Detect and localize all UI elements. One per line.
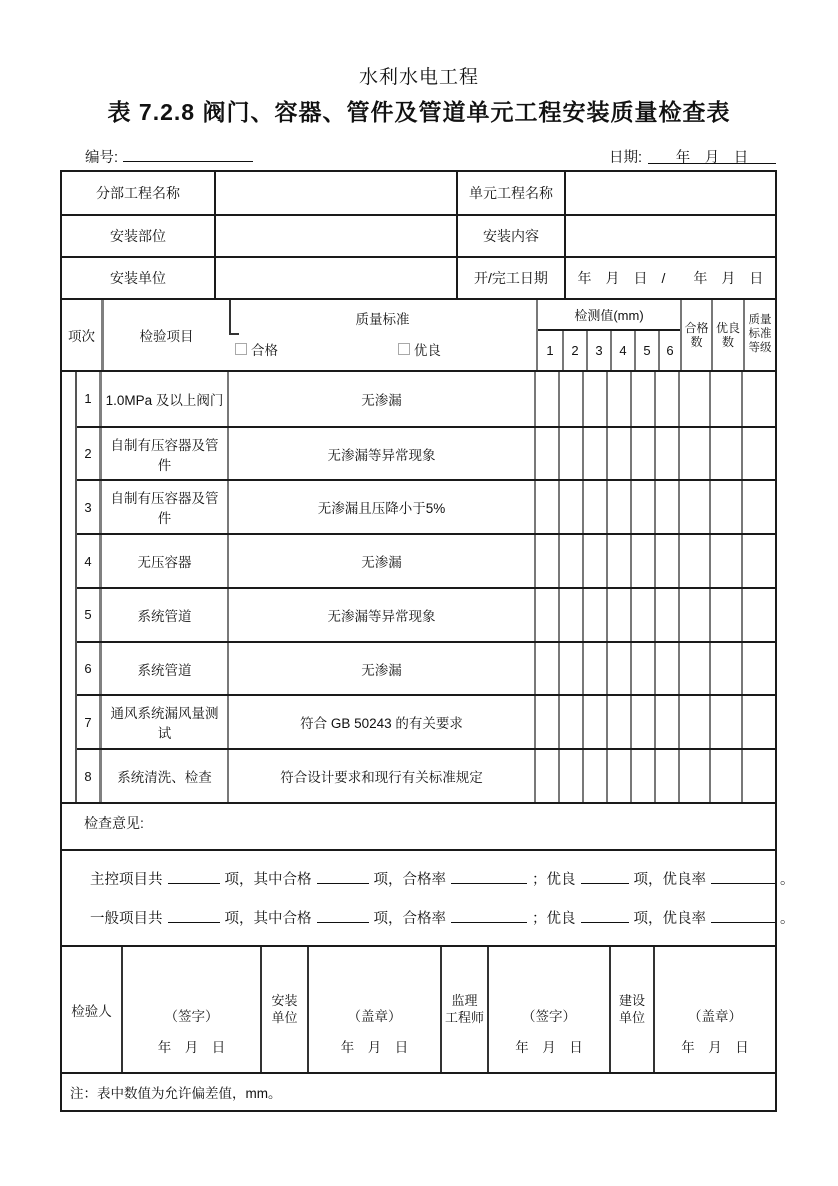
inspection-table [60, 170, 795, 1112]
info-label-install-unit: 安装单位 [110, 270, 166, 286]
row-standard: 符合设计要求和现行有关标准规定 [227, 750, 534, 802]
measured-cell[interactable] [558, 428, 582, 480]
measured-cell[interactable] [582, 535, 606, 587]
info-value-install-location[interactable] [214, 216, 456, 256]
table-row [77, 694, 775, 748]
signature-section [62, 945, 775, 1072]
table-row [77, 372, 775, 426]
summary-text: 项，其中合格 [224, 910, 312, 927]
header-quality-grade: 质量标准等级 [743, 300, 775, 370]
row-standard: 无渗漏等异常现象 [227, 428, 534, 480]
info-row-3 [62, 256, 775, 298]
table-row [77, 748, 775, 802]
excellent-checkbox-icon[interactable] [398, 343, 410, 355]
measured-cell[interactable] [630, 372, 654, 426]
info-value-start-finish-date[interactable]: 年 月 日 / 年 月 日 [564, 258, 775, 298]
summary-text: 一般项目共 [90, 910, 163, 927]
measured-cell[interactable] [534, 696, 558, 748]
pass-count-cell[interactable] [678, 589, 709, 641]
row-item: 系统管道 [99, 589, 227, 641]
serial-blank-field[interactable] [123, 146, 253, 162]
pass-count-cell[interactable] [678, 428, 709, 480]
measured-cell[interactable] [654, 428, 678, 480]
install-unit-label [260, 947, 307, 1072]
measured-cell[interactable] [606, 372, 630, 426]
info-value-division-project[interactable] [214, 172, 456, 214]
blank-field[interactable] [581, 869, 629, 884]
row-no: 5 [84, 607, 92, 623]
blank-field[interactable] [711, 908, 775, 923]
sign-word: （签字） [164, 1009, 219, 1024]
row-standard: 无渗漏且压降小于5% [227, 481, 534, 533]
sign-date: 年 月 日 [515, 1040, 583, 1055]
date-blank-field[interactable]: 年 月 日 [648, 146, 776, 164]
date-row [609, 146, 776, 167]
measured-cell[interactable] [582, 643, 606, 695]
excellent-count-cell[interactable] [709, 750, 741, 802]
summary-text: 。 [780, 910, 795, 927]
unit-label-line: 单位 [271, 1009, 298, 1025]
measured-cell[interactable] [582, 589, 606, 641]
measured-cell[interactable] [606, 589, 630, 641]
row-standard: 无渗漏 [227, 372, 534, 426]
pass-checkbox-icon[interactable] [235, 343, 247, 355]
excellent-count-cell[interactable] [709, 481, 741, 533]
install-unit-stamp-cell[interactable] [307, 947, 440, 1072]
measured-cell[interactable] [630, 428, 654, 480]
measured-cell[interactable] [630, 589, 654, 641]
summary-text: 项，合格率 [373, 872, 446, 889]
sign-word: （签字） [522, 1009, 576, 1024]
measured-cell[interactable] [582, 428, 606, 480]
info-value-install-unit[interactable] [214, 258, 456, 298]
pass-count-cell[interactable] [678, 535, 709, 587]
unit-label-line: 工程师 [444, 1009, 484, 1025]
measured-cell[interactable] [558, 535, 582, 587]
quality-standard-title: 质量标准 [355, 312, 410, 327]
info-label-start-finish-date: 开/完工日期 [456, 258, 564, 298]
measured-cell[interactable] [654, 589, 678, 641]
row-no: 3 [84, 499, 92, 515]
unit-label-line: 建设 [618, 992, 645, 1008]
row-no: 2 [84, 446, 92, 462]
row-item: 系统管道 [99, 643, 227, 695]
measured-cell[interactable] [558, 372, 582, 426]
excellent-count-cell[interactable] [709, 428, 741, 480]
measured-cell[interactable] [534, 589, 558, 641]
grade-cell[interactable] [741, 696, 775, 748]
stamp-word: （盖章） [347, 1009, 402, 1024]
note-text: 注：表中数值为允许偏差值，mm。 [70, 1086, 282, 1101]
measured-cell[interactable] [654, 372, 678, 426]
grade-cell[interactable] [741, 643, 775, 695]
measured-cell[interactable] [630, 696, 654, 748]
grade-cell[interactable] [741, 589, 775, 641]
measured-values-title: 检测值(mm) [538, 300, 680, 331]
supervisor-label [440, 947, 487, 1072]
blank-field[interactable] [581, 908, 629, 923]
pass-count-cell[interactable] [678, 481, 709, 533]
row-no: 7 [84, 714, 92, 730]
summary-section [62, 849, 795, 945]
measured-cell[interactable] [558, 750, 582, 802]
measured-cell[interactable] [534, 372, 558, 426]
table-header [62, 298, 775, 370]
header-excellent-count: 优良数 [711, 300, 743, 370]
measured-cell[interactable] [582, 481, 606, 533]
summary-text: ；优良 [532, 872, 576, 889]
blank-field[interactable] [317, 869, 369, 884]
measured-cell[interactable] [534, 481, 558, 533]
info-label-division-project: 分部工程名称 [96, 185, 180, 201]
row-standard: 无渗漏 [227, 643, 534, 695]
grade-cell[interactable] [741, 750, 775, 802]
data-section [62, 370, 775, 802]
info-value-install-content[interactable] [564, 216, 775, 256]
measured-cell[interactable] [582, 750, 606, 802]
measured-cell[interactable] [630, 643, 654, 695]
row-item: 自制有压容器及管件 [99, 428, 227, 480]
blank-field[interactable] [168, 908, 220, 923]
row-item: 自制有压容器及管件 [99, 481, 227, 533]
excellent-option [398, 339, 441, 359]
row-no: 8 [84, 768, 92, 784]
summary-text: 主控项目共 [90, 872, 163, 889]
row-standard: 符合 GB 50243 的有关要求 [227, 696, 534, 748]
row-standard: 无渗漏等异常现象 [227, 589, 534, 641]
measured-cell[interactable] [606, 428, 630, 480]
opinion-label: 检查意见: [84, 815, 144, 831]
measured-cell[interactable] [654, 696, 678, 748]
measured-cell[interactable] [558, 643, 582, 695]
excellent-count-cell[interactable] [709, 643, 741, 695]
table-row [77, 479, 775, 533]
measured-cell[interactable] [606, 643, 630, 695]
sign-date: 年 月 日 [157, 1040, 226, 1055]
measured-cell[interactable] [630, 750, 654, 802]
table-row [77, 533, 775, 587]
pass-count-cell[interactable] [678, 372, 709, 426]
measured-cell[interactable] [654, 481, 678, 533]
measured-cell[interactable] [534, 750, 558, 802]
info-value-unit-project[interactable] [564, 172, 775, 214]
measured-col-3: 3 [586, 331, 610, 370]
measured-value-columns [538, 331, 680, 370]
opinion-row[interactable] [62, 802, 775, 849]
summary-text: 项，优良率 [633, 872, 706, 889]
measured-cell[interactable] [558, 696, 582, 748]
info-row-1 [62, 172, 775, 214]
row-no: 6 [84, 661, 92, 677]
header-pass-count: 合格数 [680, 300, 711, 370]
inspector-label: 检验人 [71, 1003, 112, 1019]
summary-text: 项，其中合格 [224, 872, 312, 889]
blank-field[interactable] [168, 869, 220, 884]
data-rows [77, 372, 775, 802]
grade-cell[interactable] [741, 428, 775, 480]
measured-cell[interactable] [606, 535, 630, 587]
blank-field[interactable] [317, 908, 369, 923]
blank-field[interactable] [711, 869, 775, 884]
excellent-count-cell[interactable] [709, 589, 741, 641]
summary-text: 。 [780, 872, 795, 889]
stamp-date: 年 月 日 [340, 1040, 409, 1055]
measured-cell[interactable] [606, 696, 630, 748]
measured-col-6: 6 [658, 331, 680, 370]
grade-cell[interactable] [741, 481, 775, 533]
header-quality-standard [229, 300, 536, 370]
inspector-sign-cell[interactable] [121, 947, 260, 1072]
unit-label-line: 监理 [451, 992, 478, 1008]
unit-label-line: 安装 [271, 992, 298, 1008]
measured-cell[interactable] [534, 535, 558, 587]
measured-col-1: 1 [546, 343, 554, 358]
info-label-install-content: 安装内容 [456, 216, 564, 256]
date-label: 日期: [608, 150, 642, 166]
construction-unit-stamp-cell[interactable] [653, 947, 775, 1072]
stamp-date: 年 月 日 [681, 1040, 749, 1055]
blank-field[interactable] [451, 908, 527, 923]
measured-cell[interactable] [558, 589, 582, 641]
summary-line-main [90, 868, 795, 889]
pass-count-cell[interactable] [678, 750, 709, 802]
measured-cell[interactable] [630, 481, 654, 533]
summary-text: 项，合格率 [373, 910, 446, 927]
serial-row [85, 146, 258, 167]
table-row [77, 426, 775, 480]
row-no: 1 [84, 391, 92, 407]
table-row [77, 641, 775, 695]
blank-field[interactable] [451, 869, 527, 884]
header-item-no: 项次 [68, 329, 95, 344]
form-title: 表 7.2.8 阀门、容器、管件及管道单元工程安装质量检查表 [107, 99, 731, 125]
measured-col-4: 4 [610, 331, 634, 370]
note-row [62, 1072, 775, 1110]
measured-cell[interactable] [582, 372, 606, 426]
summary-text: ；优良 [532, 910, 576, 927]
stamp-word: （盖章） [688, 1009, 742, 1024]
excellent-count-cell[interactable] [709, 535, 741, 587]
excellent-count-cell[interactable] [709, 696, 741, 748]
measured-cell[interactable] [582, 696, 606, 748]
grade-cell[interactable] [741, 372, 775, 426]
header-inspection-item: 检验项目 [101, 300, 229, 370]
measured-cell[interactable] [630, 535, 654, 587]
grade-cell[interactable] [741, 535, 775, 587]
row-standard: 无渗漏 [227, 535, 534, 587]
row-item: 系统清洗、检查 [99, 750, 227, 802]
measured-col-2: 2 [562, 331, 586, 370]
form-category: 水利水电工程 [358, 67, 479, 88]
pass-option [235, 339, 278, 359]
table-row [77, 587, 775, 641]
header-measured-values [536, 300, 680, 370]
measured-cell[interactable] [654, 643, 678, 695]
supervisor-sign-cell[interactable] [487, 947, 609, 1072]
summary-line-general [90, 907, 795, 928]
measured-cell[interactable] [534, 643, 558, 695]
row-item: 无压容器 [99, 535, 227, 587]
measured-cell[interactable] [558, 481, 582, 533]
info-label-install-location: 安装部位 [110, 228, 166, 244]
summary-text: 项，优良率 [633, 910, 706, 927]
measured-cell[interactable] [534, 428, 558, 480]
measured-col-5: 5 [634, 331, 658, 370]
pass-count-cell[interactable] [678, 643, 709, 695]
unit-label-line: 单位 [618, 1009, 645, 1025]
pass-count-cell[interactable] [678, 696, 709, 748]
excellent-option-label: 优良 [413, 343, 441, 358]
measured-cell[interactable] [606, 750, 630, 802]
excellent-count-cell[interactable] [709, 372, 741, 426]
construction-unit-label [609, 947, 653, 1072]
category-strip-cell [62, 372, 77, 802]
row-no: 4 [84, 553, 92, 569]
measured-cell[interactable] [606, 481, 630, 533]
row-item: 1.0MPa 及以上阀门 [99, 372, 227, 426]
measured-cell[interactable] [654, 750, 678, 802]
pass-option-label: 合格 [251, 343, 278, 358]
measured-cell[interactable] [654, 535, 678, 587]
info-row-2 [62, 214, 775, 256]
row-item: 通风系统漏风量测试 [99, 696, 227, 748]
serial-label: 编号: [85, 150, 119, 166]
info-label-unit-project: 单元工程名称 [456, 172, 564, 214]
